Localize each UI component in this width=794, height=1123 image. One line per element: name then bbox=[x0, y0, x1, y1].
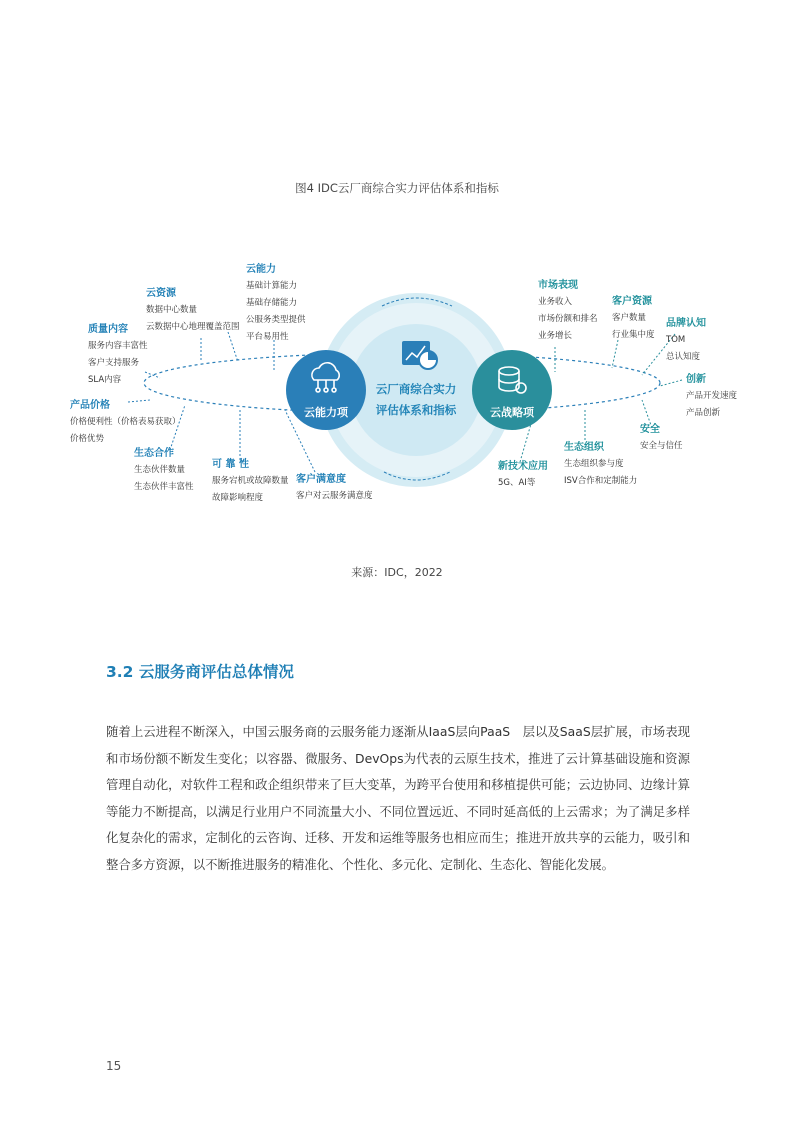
group-security bbox=[640, 422, 683, 455]
group-title: 品牌认知 bbox=[666, 318, 706, 329]
group-item: TOM bbox=[666, 335, 686, 345]
center-label-line1: 云厂商综合实力 bbox=[375, 382, 457, 396]
group-title: 安全 bbox=[640, 424, 660, 435]
group-item: 客户数量 bbox=[612, 313, 647, 323]
center-label-line2: 评估体系和指标 bbox=[375, 403, 457, 417]
group-cloud-resources bbox=[146, 286, 240, 336]
group-item: 价格优势 bbox=[70, 434, 105, 444]
group-innovation bbox=[686, 372, 737, 422]
group-item: 生态伙伴丰富性 bbox=[134, 482, 194, 492]
group-customer-resources bbox=[612, 294, 655, 344]
group-title: 云资源 bbox=[146, 288, 176, 299]
section-title: 3.2 云服务商评估总体情况 bbox=[106, 663, 294, 681]
group-item: 故障影响程度 bbox=[212, 493, 264, 503]
group-item: 客户支持服务 bbox=[88, 358, 140, 368]
group-eco-cooperation bbox=[134, 446, 194, 496]
group-item: 安全与信任 bbox=[640, 441, 683, 451]
figure-title: 图4 IDC云厂商综合实力评估体系和指标 bbox=[295, 181, 499, 195]
group-title: 产品价格 bbox=[70, 400, 110, 411]
group-reliability bbox=[212, 457, 289, 507]
group-title: 新技术应用 bbox=[498, 461, 548, 472]
left-circle-label: 云能力项 bbox=[304, 406, 348, 419]
group-cloud-capability bbox=[246, 262, 306, 346]
group-product-price bbox=[70, 398, 181, 448]
group-item: 平台易用性 bbox=[246, 332, 289, 342]
group-item: 公服务类型提供 bbox=[246, 315, 306, 325]
group-item: 生态伙伴数量 bbox=[134, 465, 186, 475]
group-item: 业务收入 bbox=[538, 297, 573, 307]
group-title: 客户资源 bbox=[612, 296, 652, 307]
group-item: 产品创新 bbox=[686, 408, 721, 418]
group-item: 云数据中心地理覆盖范围 bbox=[146, 322, 240, 332]
group-title: 云能力 bbox=[246, 264, 276, 275]
group-title: 可 靠 性 bbox=[212, 459, 249, 470]
group-title: 客户满意度 bbox=[296, 474, 346, 485]
group-item: 产品开发速度 bbox=[686, 391, 738, 401]
group-item: 业务增长 bbox=[538, 331, 573, 341]
group-title: 质量内容 bbox=[88, 324, 128, 335]
page-number: 15 bbox=[106, 1059, 122, 1073]
group-market-performance bbox=[538, 278, 598, 345]
group-title: 市场表现 bbox=[538, 280, 578, 291]
group-title: 生态组织 bbox=[564, 442, 604, 453]
group-item: ISV合作和定制能力 bbox=[564, 476, 638, 486]
group-title: 生态合作 bbox=[134, 448, 174, 459]
group-item: 价格便利性（价格表易获取） bbox=[70, 417, 181, 427]
group-item: 生态组织参与度 bbox=[564, 459, 624, 469]
group-quality-content bbox=[88, 322, 148, 389]
group-item: 市场份额和排名 bbox=[538, 314, 598, 324]
group-new-tech bbox=[498, 459, 548, 492]
center-label bbox=[356, 379, 476, 421]
group-item: 基础计算能力 bbox=[246, 281, 298, 291]
group-customer-satisfaction bbox=[296, 472, 373, 505]
group-title: 创新 bbox=[686, 374, 706, 385]
body-paragraph: 随着上云进程不断深入，中国云服务商的云服务能力逐渐从IaaS层向PaaS 层以及SaaS层扩展，市场表现和市场份额不断发生变化；以容器、微服务、DevOps为代表的云原生技术，推进了云计算基础设施和资源管理自动化，对软件工程和政企组织带来了巨大变革，为跨平台使用和移植提供可能；云边协同、边缘计算等能力不断提高，以满足行业用户不同流量大小、不同位置远近、不同时延高低的上云需求；为了满足多样化复杂化的需求，定制化的云咨询、迁移、开发和运维等服务也相应而生；推进开放共享的云能力，吸引和整合多方资源，以不断推进服务的精准化、个性化、多元化、定制化、生态化、智能化发展。 bbox=[106, 724, 690, 872]
right-circle-label: 云战略项 bbox=[490, 406, 534, 419]
group-eco-organization bbox=[564, 440, 637, 490]
group-item: 客户对云服务满意度 bbox=[296, 491, 373, 501]
group-item: 服务内容丰富性 bbox=[88, 341, 148, 351]
group-item: 5G、AI等 bbox=[498, 478, 536, 488]
group-item: 服务宕机或故障数量 bbox=[212, 476, 289, 486]
figure-source: 来源：IDC，2022 bbox=[351, 566, 443, 579]
group-item: 基础存储能力 bbox=[246, 298, 298, 308]
group-item: 总认知度 bbox=[666, 352, 701, 362]
group-item: 行业集中度 bbox=[612, 330, 655, 340]
group-item: SLA内容 bbox=[88, 375, 122, 385]
evaluation-diagram bbox=[0, 250, 794, 510]
group-item: 数据中心数量 bbox=[146, 305, 198, 315]
group-brand-awareness bbox=[666, 316, 706, 366]
